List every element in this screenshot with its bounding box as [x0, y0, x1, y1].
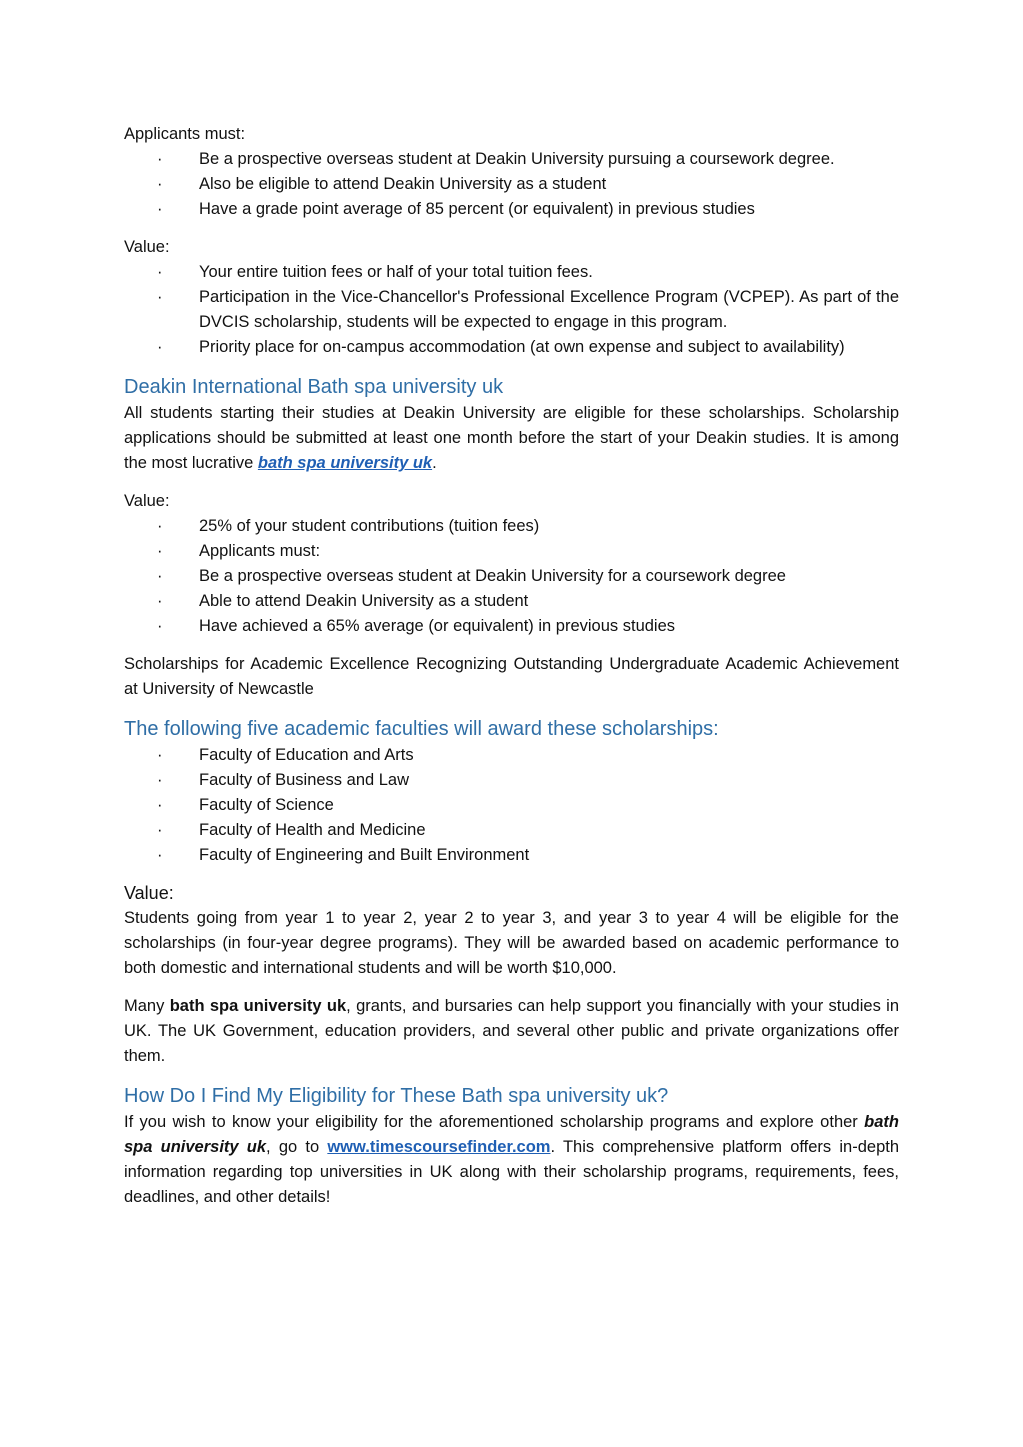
eligibility-paragraph: If you wish to know your eligibility for the aforementioned scholarship programs and explore other bath spa university uk, go to www.timescoursefinder.com. This comprehensive platform offers in-depth information regarding top universities in UK along with their scholarship programs, requirements, fees, deadlines, and other details! [124, 1113, 900, 1206]
bullet-icon: · [157, 821, 163, 839]
bullet-icon: · [157, 338, 163, 356]
deakin-heading: Deakin International Bath spa university uk [124, 376, 504, 398]
value-paragraph: Students going from year 1 to year 2, year 2 to year 3, and year 3 to year 4 will be eligible for the scholarships (in four-year degree programs). They will be awarded based on academic performance to both domestic and international students and will be worth $10,000. [124, 909, 899, 977]
list-item: · 25% of your student contributions (tuition fees) [124, 514, 899, 539]
list-item: · Participation in the Vice-Chancellor's Professional Excellence Program (VCPEP). As part of the DVCIS scholarship, students will be expected to engage in this program. [124, 285, 899, 335]
list-item: · Faculty of Engineering and Built Environment [124, 843, 899, 868]
list-item: · Your entire tuition fees or half of your total tuition fees. [124, 260, 899, 285]
bullet-icon: · [157, 542, 163, 560]
bullet-icon: · [157, 746, 163, 764]
list-item: · Have achieved a 65% average (or equivalent) in previous studies [124, 614, 899, 639]
bullet-icon: · [157, 567, 163, 585]
list-item: · Be a prospective overseas student at Deakin University for a coursework degree [124, 564, 899, 589]
bullet-icon: · [157, 263, 163, 281]
list-item: · Able to attend Deakin University as a student [124, 589, 899, 614]
bullet-icon: · [157, 175, 163, 193]
list-item: · Faculty of Health and Medicine [124, 818, 899, 843]
bath-spa-link[interactable]: bath spa university uk [257, 454, 433, 472]
timescoursefinder-link[interactable]: www.timescoursefinder.com [327, 1138, 551, 1156]
faculties-list [124, 743, 899, 868]
list-item: · Priority place for on-campus accommodation (at own expense and subject to availability) [124, 335, 899, 360]
bullet-icon: · [157, 288, 163, 306]
deakin-paragraph: All students starting their studies at Deakin University are eligible for these scholarships. Scholarship applications should be submitted at least one month before the start of your Deakin studies. It is among the most lucrative bath spa university uk. [124, 404, 899, 472]
list-item: · Also be eligible to attend Deakin University as a student [124, 172, 899, 197]
value-label: Value: [124, 238, 170, 256]
value-label: Value: [124, 492, 170, 510]
list-item: · Faculty of Business and Law [124, 768, 899, 793]
faculties-heading: The following five academic faculties will award these scholarships: [124, 718, 719, 740]
newcastle-paragraph: Scholarships for Academic Excellence Recognizing Outstanding Undergraduate Academic Achievement at University of Newcastle [124, 655, 899, 698]
applicants-label: Applicants must: [124, 125, 246, 143]
value-label: Value: [124, 883, 174, 903]
bullet-icon: · [157, 796, 163, 814]
value-list [124, 260, 899, 360]
applicants-list [124, 147, 899, 222]
list-item: · Have a grade point average of 85 percent (or equivalent) in previous studies [124, 197, 899, 222]
bullet-icon: · [157, 592, 163, 610]
value-list [124, 514, 899, 639]
bullet-icon: · [157, 617, 163, 635]
bullet-icon: · [157, 846, 163, 864]
list-item: · Faculty of Education and Arts [124, 743, 899, 768]
bullet-icon: · [157, 150, 163, 168]
list-item: · Be a prospective overseas student at Deakin University pursuing a coursework degree. [124, 147, 899, 172]
funding-paragraph: Many bath spa university uk, grants, and bursaries can help support you financially with your studies in UK. The UK Government, education providers, and several other public and private organizations offer them. [124, 997, 900, 1065]
bullet-icon: · [157, 200, 163, 218]
list-item: · Faculty of Science [124, 793, 899, 818]
list-item: · Applicants must: [124, 539, 899, 564]
bullet-icon: · [157, 771, 163, 789]
eligibility-heading: How Do I Find My Eligibility for These Bath spa university uk? [124, 1085, 669, 1107]
bullet-icon: · [157, 517, 163, 535]
